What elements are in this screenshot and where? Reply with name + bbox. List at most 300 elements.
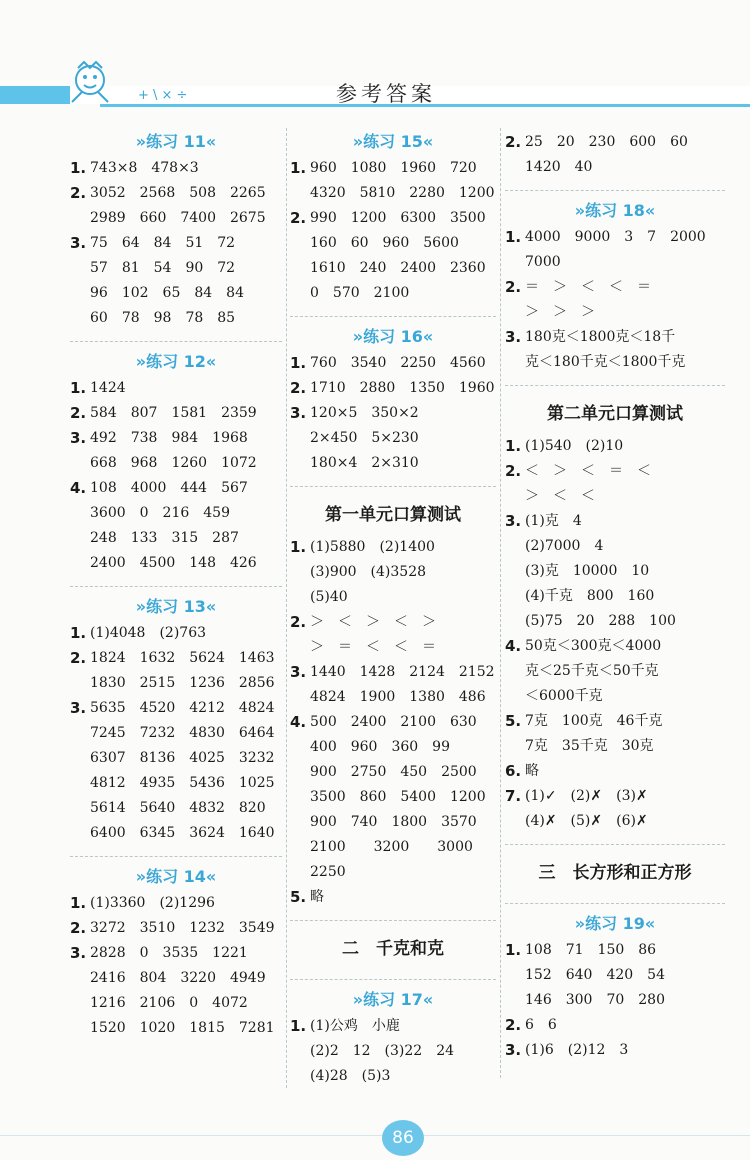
- unit-title: 二 千克和克: [342, 939, 444, 959]
- answer-line: [505, 759, 725, 784]
- answer-text: (3)900 (4)3528: [310, 564, 427, 580]
- answer-text: 743×8 478×3: [90, 160, 199, 176]
- mascot-icon: [62, 58, 192, 112]
- question-number: [290, 231, 310, 256]
- unit-title: 第一单元口算测试: [325, 505, 461, 525]
- question-number: 1.: [290, 354, 307, 372]
- answer-line: [290, 181, 496, 206]
- question-number: [70, 306, 90, 331]
- question-number: 5.: [290, 888, 307, 906]
- answer-line: [70, 231, 282, 256]
- answer-text: 152 640 420 54: [525, 967, 665, 983]
- answer-text: (1)3360 (2)1296: [90, 895, 215, 911]
- answer-text: 2400 4500 148 426: [90, 555, 257, 571]
- answer-text: 1424: [90, 380, 126, 396]
- answer-line: [70, 771, 282, 796]
- answer-text: 略: [310, 889, 324, 905]
- answer-text: 2×450 5×230: [310, 430, 419, 446]
- answer-line: [70, 526, 282, 551]
- question-number: [290, 835, 310, 860]
- question-number: [70, 526, 90, 551]
- exercise-title: »练习 18«: [574, 201, 656, 220]
- answer-line: [505, 784, 725, 809]
- answer-line: [290, 835, 496, 860]
- question-number: 2.: [505, 278, 522, 296]
- answer-line: [505, 459, 725, 484]
- question-number: [505, 684, 525, 709]
- exercise-section: [290, 325, 496, 476]
- answer-line: [290, 376, 496, 401]
- answer-text: (1)✓ (2)✗ (3)✗: [525, 788, 648, 804]
- section-divider: [505, 190, 725, 191]
- answer-line: [290, 1014, 496, 1039]
- answer-line: [290, 710, 496, 735]
- answer-line: [70, 891, 282, 916]
- answer-line: [290, 660, 496, 685]
- answer-line: [70, 821, 282, 846]
- answer-text: (5)75 20 288 100: [525, 613, 676, 629]
- unit-section: [290, 495, 496, 910]
- section-divider: [505, 844, 725, 845]
- answer-line: [505, 484, 725, 509]
- answer-line: [290, 785, 496, 810]
- question-number: [290, 760, 310, 785]
- answer-line: [70, 306, 282, 331]
- answer-text: 2828 0 3535 1221: [90, 945, 248, 961]
- question-number: [70, 206, 90, 231]
- question-number: [70, 721, 90, 746]
- question-number: 3.: [290, 663, 307, 681]
- question-number: 3.: [505, 512, 522, 530]
- answer-text: 3272 3510 1232 3549: [90, 920, 275, 936]
- answer-text: (4)28 (5)3: [310, 1068, 391, 1084]
- question-number: [290, 685, 310, 710]
- question-number: 1.: [290, 538, 307, 556]
- answer-text: 400 960 360 99: [310, 739, 450, 755]
- question-number: 2.: [505, 133, 522, 151]
- answer-text: 25 20 230 600 60: [525, 134, 688, 150]
- answer-line: [70, 941, 282, 966]
- exercise-title: »练习 11«: [135, 132, 217, 151]
- answer-text: 5635 4520 4212 4824: [90, 700, 275, 716]
- answer-line: [70, 501, 282, 526]
- answer-text: 1216 2106 0 4072: [90, 995, 248, 1011]
- exercise-section: [70, 865, 282, 1041]
- answer-text: 4812 4935 5436 1025: [90, 775, 275, 791]
- page-title: 参考答案: [336, 82, 436, 106]
- answer-text: (2)7000 4: [525, 538, 604, 554]
- exercise-section: [505, 130, 725, 180]
- question-number: [505, 963, 525, 988]
- question-number: [290, 256, 310, 281]
- answer-line: [505, 225, 725, 250]
- answer-line: [505, 325, 725, 350]
- answer-text: 3600 0 216 459: [90, 505, 230, 521]
- answer-text: 2100 3200 3000: [310, 839, 473, 855]
- answer-text: (1)6 (2)12 3: [525, 1042, 629, 1058]
- question-number: [290, 181, 310, 206]
- section-divider: [505, 903, 725, 904]
- footer-rule: [0, 1135, 750, 1136]
- question-number: 3.: [70, 234, 87, 252]
- question-number: 1.: [70, 379, 87, 397]
- answer-text: (4)千克 800 160: [525, 588, 655, 604]
- answer-line: [290, 206, 496, 231]
- question-number: 1.: [505, 941, 522, 959]
- answer-text: (1)克 4: [525, 513, 582, 529]
- answer-text: (1)540 (2)10: [525, 438, 624, 454]
- answer-line: [70, 796, 282, 821]
- question-number: [70, 821, 90, 846]
- question-number: 4.: [290, 713, 307, 731]
- answer-text: 900 2750 450 2500: [310, 764, 477, 780]
- answer-line: [290, 885, 496, 910]
- section-divider: [505, 385, 725, 386]
- answer-text: 2416 804 3220 4949: [90, 970, 266, 986]
- question-number: [290, 735, 310, 760]
- answer-line: [290, 860, 496, 885]
- question-number: [290, 560, 310, 585]
- answer-line: [70, 181, 282, 206]
- answer-line: [505, 509, 725, 534]
- question-number: 2.: [70, 184, 87, 202]
- column-divider: [286, 128, 287, 1088]
- question-number: 1.: [505, 437, 522, 455]
- question-number: [505, 734, 525, 759]
- answer-line: [505, 709, 725, 734]
- answer-text: ＜ ＞ ＜ ＝ ＜: [525, 463, 651, 479]
- answer-line: [290, 401, 496, 426]
- answer-text: 60 78 98 78 85: [90, 310, 236, 326]
- answer-line: [290, 585, 496, 610]
- question-number: [290, 860, 310, 885]
- question-number: 2.: [70, 404, 87, 422]
- header-decoration: + \ × ÷: [138, 88, 188, 103]
- answer-line: [290, 451, 496, 476]
- answer-line: [70, 281, 282, 306]
- question-number: [290, 785, 310, 810]
- answer-line: [505, 1038, 725, 1063]
- answer-line: [70, 206, 282, 231]
- question-number: [290, 451, 310, 476]
- question-number: 7.: [505, 787, 522, 805]
- exercise-title: »练习 15«: [352, 132, 434, 151]
- question-number: [70, 281, 90, 306]
- answer-text: ＞ ＜ ＞ ＜ ＞: [310, 614, 436, 630]
- answer-line: [505, 559, 725, 584]
- answer-line: [290, 156, 496, 181]
- question-number: [70, 256, 90, 281]
- answer-text: 1610 240 2400 2360: [310, 260, 486, 276]
- answer-line: [70, 376, 282, 401]
- question-number: 1.: [70, 159, 87, 177]
- answer-text: 108 71 150 86: [525, 942, 657, 958]
- answer-line: [70, 401, 282, 426]
- answer-line: [290, 1064, 496, 1089]
- question-number: [505, 584, 525, 609]
- answer-text: 180克＜1800克＜18千: [525, 329, 676, 345]
- exercise-section: [505, 912, 725, 1063]
- answer-text: 2250: [310, 864, 346, 880]
- question-number: [505, 559, 525, 584]
- question-number: [505, 809, 525, 834]
- answer-text: 6307 8136 4025 3232: [90, 750, 275, 766]
- answer-text: 1520 1020 1815 7281: [90, 1020, 275, 1036]
- unit-title: 三 长方形和正方形: [538, 863, 692, 883]
- answer-text: 500 2400 2100 630: [310, 714, 477, 730]
- question-number: 1.: [70, 894, 87, 912]
- question-number: 1.: [290, 159, 307, 177]
- answer-line: [290, 231, 496, 256]
- answer-column-2: [290, 130, 496, 1089]
- answer-text: 1830 2515 1236 2856: [90, 675, 275, 691]
- answer-text: 120×5 350×2: [310, 405, 419, 421]
- answer-line: [70, 256, 282, 281]
- answer-column-1: [70, 130, 282, 1041]
- question-number: 2.: [290, 379, 307, 397]
- section-divider: [70, 856, 282, 857]
- answer-text: 6 6: [525, 1017, 557, 1033]
- answer-line: [505, 609, 725, 634]
- answer-line: [505, 734, 725, 759]
- question-number: [505, 300, 525, 325]
- answer-line: [70, 966, 282, 991]
- unit-title: 第二单元口算测试: [547, 404, 683, 424]
- question-number: 2.: [505, 1016, 522, 1034]
- answer-text: 760 3540 2250 4560: [310, 355, 486, 371]
- exercise-section: [70, 595, 282, 846]
- question-number: 1.: [505, 228, 522, 246]
- answer-line: [505, 659, 725, 684]
- answer-column-3: [505, 130, 725, 1063]
- question-number: [70, 796, 90, 821]
- answer-line: [290, 635, 496, 660]
- question-number: [290, 1064, 310, 1089]
- answer-text: 7克 35千克 30克: [525, 738, 654, 754]
- exercise-section: [290, 988, 496, 1089]
- answer-line: [70, 991, 282, 1016]
- answer-text: 57 81 54 90 72: [90, 260, 236, 276]
- answer-line: [290, 735, 496, 760]
- question-number: [290, 635, 310, 660]
- answer-text: 50克＜300克＜4000: [525, 638, 662, 654]
- exercise-title: »练习 12«: [135, 352, 217, 371]
- answer-line: [70, 1016, 282, 1041]
- answer-line: [70, 451, 282, 476]
- answer-text: 4000 9000 3 7 2000: [525, 229, 706, 245]
- answer-line: [70, 696, 282, 721]
- unit-section: [505, 853, 725, 893]
- question-number: 3.: [505, 328, 522, 346]
- answer-text: (1)公鸡 小鹿: [310, 1018, 400, 1034]
- answer-text: 6400 6345 3624 1640: [90, 825, 275, 841]
- question-number: 1.: [290, 1017, 307, 1035]
- answer-text: (1)4048 (2)763: [90, 625, 207, 641]
- answer-line: [505, 634, 725, 659]
- question-number: [70, 746, 90, 771]
- question-number: [505, 609, 525, 634]
- answer-text: (2)2 12 (3)22 24: [310, 1043, 455, 1059]
- answer-line: [290, 351, 496, 376]
- exercise-title: »练习 13«: [135, 597, 217, 616]
- answer-line: [505, 584, 725, 609]
- answer-text: (1)5880 (2)1400: [310, 539, 435, 555]
- section-divider: [290, 979, 496, 980]
- exercise-title: »练习 16«: [352, 327, 434, 346]
- question-number: 2.: [505, 462, 522, 480]
- answer-text: 96 102 65 84 84: [90, 285, 244, 301]
- answer-text: 668 968 1260 1072: [90, 455, 257, 471]
- unit-section: [290, 929, 496, 969]
- answer-text: 180×4 2×310: [310, 455, 419, 471]
- answer-text: (3)克 10000 10: [525, 563, 650, 579]
- answer-text: 7克 100克 46千克: [525, 713, 663, 729]
- question-number: 2.: [290, 209, 307, 227]
- answer-text: 0 570 2100: [310, 285, 410, 301]
- answer-line: [70, 646, 282, 671]
- question-number: 2.: [70, 649, 87, 667]
- question-number: 4.: [505, 637, 522, 655]
- section-divider: [290, 920, 496, 921]
- question-number: [505, 484, 525, 509]
- answer-line: [70, 721, 282, 746]
- answer-text: 1420 40: [525, 159, 593, 175]
- answer-line: [505, 534, 725, 559]
- answer-line: [505, 434, 725, 459]
- answer-text: (4)✗ (5)✗ (6)✗: [525, 813, 648, 829]
- question-number: [70, 966, 90, 991]
- answer-text: 990 1200 6300 3500: [310, 210, 486, 226]
- question-number: [505, 250, 525, 275]
- answer-line: [505, 809, 725, 834]
- answer-text: 1440 1428 2124 2152: [310, 664, 495, 680]
- question-number: [70, 551, 90, 576]
- answer-text: 2989 660 7400 2675: [90, 210, 266, 226]
- answer-text: 75 64 84 51 72: [90, 235, 236, 251]
- answer-text: 4824 1900 1380 486: [310, 689, 486, 705]
- answer-text: 5614 5640 4832 820: [90, 800, 266, 816]
- question-number: 2.: [70, 919, 87, 937]
- answer-text: 4320 5810 2280 1200: [310, 185, 495, 201]
- answer-text: (5)40: [310, 589, 348, 605]
- question-number: [70, 671, 90, 696]
- answer-line: [70, 621, 282, 646]
- question-number: 3.: [505, 1041, 522, 1059]
- question-number: 1.: [70, 624, 87, 642]
- answer-text: 900 740 1800 3570: [310, 814, 477, 830]
- answer-line: [290, 810, 496, 835]
- question-number: [505, 350, 525, 375]
- answer-line: [505, 350, 725, 375]
- question-number: 6.: [505, 762, 522, 780]
- answer-line: [290, 560, 496, 585]
- question-number: [505, 534, 525, 559]
- answer-line: [290, 610, 496, 635]
- question-number: [70, 991, 90, 1016]
- answer-text: ＜6000千克: [525, 688, 603, 704]
- question-number: [70, 451, 90, 476]
- answer-text: ＞ ＝ ＜ ＜ ＝: [310, 639, 436, 655]
- answer-text: ＞ ＜ ＜: [525, 488, 595, 504]
- answer-line: [290, 685, 496, 710]
- question-number: 3.: [290, 404, 307, 422]
- question-number: [70, 771, 90, 796]
- question-number: 3.: [70, 944, 87, 962]
- question-number: 5.: [505, 712, 522, 730]
- exercise-title: »练习 17«: [352, 990, 434, 1009]
- question-number: [290, 1039, 310, 1064]
- answer-line: [70, 156, 282, 181]
- answer-text: 492 738 984 1968: [90, 430, 248, 446]
- question-number: [70, 501, 90, 526]
- section-divider: [290, 316, 496, 317]
- question-number: 2.: [290, 613, 307, 631]
- answer-line: [505, 300, 725, 325]
- answer-text: 584 807 1581 2359: [90, 405, 257, 421]
- exercise-section: [505, 199, 725, 375]
- answer-text: 160 60 960 5600: [310, 235, 459, 251]
- section-divider: [70, 586, 282, 587]
- answer-text: 960 1080 1960 720: [310, 160, 477, 176]
- answer-text: 7245 7232 4830 6464: [90, 725, 275, 741]
- exercise-title: »练习 14«: [135, 867, 217, 886]
- question-number: [290, 281, 310, 306]
- question-number: 3.: [70, 429, 87, 447]
- answer-line: [505, 684, 725, 709]
- question-number: [290, 585, 310, 610]
- answer-text: 1824 1632 5624 1463: [90, 650, 275, 666]
- answer-text: 7000: [525, 254, 561, 270]
- column-divider: [500, 128, 501, 1078]
- answer-line: [70, 476, 282, 501]
- answer-line: [290, 535, 496, 560]
- answer-line: [70, 426, 282, 451]
- answer-line: [505, 1013, 725, 1038]
- answer-line: [70, 551, 282, 576]
- question-number: [290, 810, 310, 835]
- question-number: [505, 155, 525, 180]
- question-number: [70, 1016, 90, 1041]
- answer-line: [505, 130, 725, 155]
- question-number: [505, 659, 525, 684]
- answer-line: [290, 426, 496, 451]
- answer-line: [70, 671, 282, 696]
- answer-line: [290, 760, 496, 785]
- answer-line: [505, 963, 725, 988]
- exercise-section: [70, 350, 282, 576]
- answer-text: 3500 860 5400 1200: [310, 789, 486, 805]
- question-number: [290, 426, 310, 451]
- answer-line: [290, 256, 496, 281]
- exercise-section: [290, 130, 496, 306]
- answer-line: [505, 938, 725, 963]
- section-divider: [70, 341, 282, 342]
- answer-line: [505, 275, 725, 300]
- answer-text: ＞ ＞ ＞: [525, 304, 595, 320]
- answer-text: 克＜180千克＜1800千克: [525, 354, 686, 370]
- answer-line: [505, 250, 725, 275]
- question-number: 4.: [70, 479, 87, 497]
- answer-text: 1710 2880 1350 1960: [310, 380, 495, 396]
- question-number: 3.: [70, 699, 87, 717]
- answer-text: 克＜25千克＜50千克: [525, 663, 659, 679]
- answer-line: [70, 746, 282, 771]
- page-number: 86: [382, 1120, 424, 1156]
- section-divider: [290, 486, 496, 487]
- exercise-section: [70, 130, 282, 331]
- question-number: [505, 988, 525, 1013]
- unit-section: [505, 394, 725, 834]
